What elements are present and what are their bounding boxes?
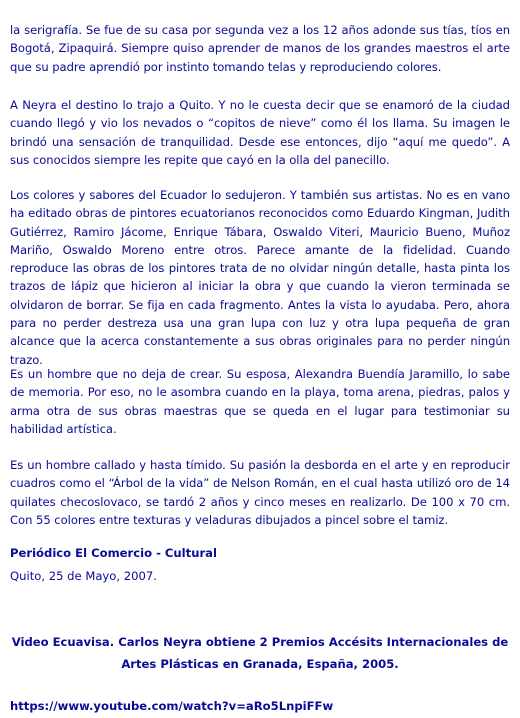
paragraph-crear: Es un hombre que no deja de crear. Su esposa, Alexandra Buendía Jaramillo, lo sabe de memoria. Por eso, no le asombra cuando en la playa, toma arena, piedras, palos y arma otra de sus obras maestras que se queda en el lugar para testimoniar su habilidad artística. (10, 367, 510, 436)
paragraph-colores-ecuador: Los colores y sabores del Ecuador lo sedujeron. Y también sus artistas. No es en vano ha editado obras de pintores ecuatorianos reconocidos como Eduardo Kingman, Judith Gutiérrez, Ramiro Jácome, Enrique Tábara, Oswaldo Viteri, Mauricio Bueno, Muñoz Mariño, Oswaldo Moreno entre otros. Parece amante de la fidelidad. Cuando reproduce las obras de los pintores trata de no olvidar ningún detalle, hasta pinta los trazos de lápiz que hicieron al iniciar la obra y que cuando la vieron terminada se olvidaron de borrar. Se fija en cada fragmento. Antes la vista lo ayudaba. Pero, ahora para no perder destreza usa una gran lupa con luz y otra lupa pequeña de gran alcance que la acerca constantemente a sus obras originales para no perder ningún trazo. (10, 188, 510, 367)
paragraph-serigrafia: la serigrafía. Se fue de su casa por segunda vez a los 12 años adonde sus tías, tíos en Bogotá, Zipaquirá. Siempre quiso aprender de manos de los grandes maestros el arte que su padre aprendió por instinto tomando telas y reproduciendo colores. (10, 23, 510, 74)
paragraph-quito: A Neyra el destino lo trajo a Quito. Y no le cuesta decir que se enamoró de la ciudad cuando llegó y vio los nevados o “copitos de nieve” como él los llama. Su imagen le brindó una sensación de tranquilidad. Desde ese entonces, dijo “aquí me quedo”. A sus conocidos siempre les repite que cayó en la olla del panecillo. (10, 98, 510, 167)
source-credit: Periódico El Comercio - Cultural (10, 546, 217, 560)
video-title-line-2: Artes Plásticas en Granada, España, 2005. (121, 657, 399, 671)
video-title-line-1: Video Ecuavisa. Carlos Neyra obtiene 2 Premios Accésits Internacionales de (11, 635, 509, 649)
paragraph-timido: Es un hombre callado y hasta tímido. Su pasión la desborda en el arte y en reproducir cuadros como el “Árbol de la vida” de Nelson Román, en el cual hasta utilizó oro de 14 quilates checoslovaco, se tardó 2 años y cinco meses en realizarlo. De 100 x 70 cm. Con 55 colores entre texturas y veladuras dibujados a pincel sobre el tamiz. (10, 458, 510, 527)
youtube-link[interactable]: https://www.youtube.com/watch?v=aRo5LnpiFFw (10, 699, 334, 713)
publication-date: Quito, 25 de Mayo, 2007. (10, 569, 157, 583)
